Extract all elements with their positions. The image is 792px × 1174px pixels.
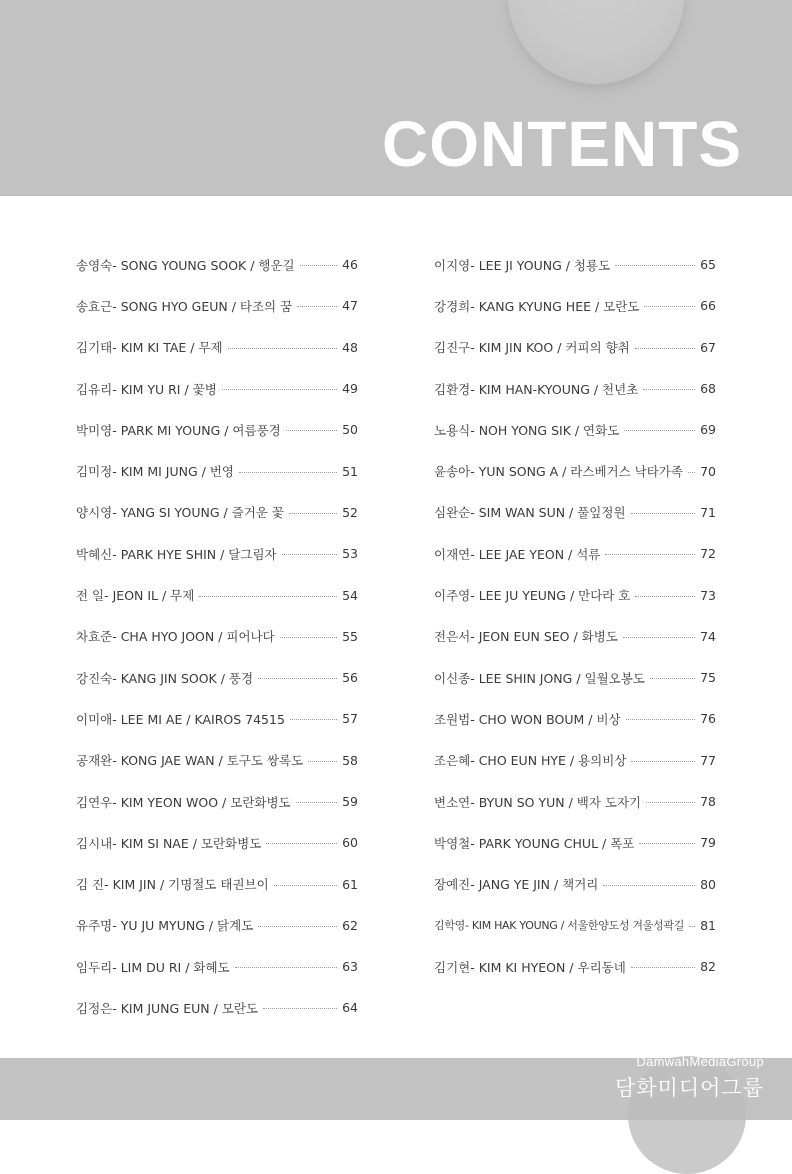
page-title: CONTENTS (382, 108, 742, 180)
page-number: 66 (700, 298, 716, 314)
dotted-leader (639, 843, 695, 844)
contents-entry[interactable] (434, 946, 716, 987)
dotted-leader (222, 389, 337, 390)
contents-entry[interactable] (76, 492, 358, 533)
dotted-leader (635, 348, 695, 349)
dotted-leader (643, 389, 695, 390)
page-number: 54 (342, 587, 358, 603)
dotted-leader (650, 678, 695, 679)
contents-entry[interactable] (76, 244, 358, 285)
dotted-leader (688, 472, 695, 473)
dotted-leader (282, 554, 337, 555)
contents-entry[interactable] (76, 698, 358, 739)
dotted-leader (286, 430, 337, 431)
page-number: 63 (342, 959, 358, 975)
entry-label: 박혜신- PARK HYE SHIN / 달그림자 (76, 546, 277, 562)
contents-entry[interactable] (76, 368, 358, 409)
contents-entry[interactable] (434, 492, 716, 533)
contents-column-left (76, 244, 358, 1029)
page-number: 59 (342, 794, 358, 809)
entry-label: 양시영- YANG SI YOUNG / 즐거운 꽃 (76, 505, 284, 521)
page-number: 78 (700, 794, 716, 809)
page-number: 47 (342, 298, 358, 314)
dotted-leader (258, 926, 337, 927)
entry-label: 전 일- JEON IL / 무제 (76, 588, 195, 604)
dotted-leader (626, 719, 695, 720)
entry-label: 장예진- JANG YE JIN / 책거리 (434, 877, 599, 893)
contents-entry[interactable] (434, 863, 716, 904)
dotted-leader (615, 265, 695, 266)
entry-label: 이지영- LEE JI YOUNG / 청룡도 (434, 257, 611, 273)
entry-label: 이재연- LEE JAE YEON / 석류 (434, 546, 601, 562)
entry-label: 강진숙- KANG JIN SOOK / 풍경 (76, 670, 254, 686)
contents-entry[interactable] (76, 616, 358, 657)
dotted-leader (289, 513, 337, 514)
entry-label: 노용식- NOH YONG SIK / 연화도 (434, 422, 620, 438)
page-number: 55 (342, 628, 358, 644)
dotted-leader (603, 885, 695, 886)
dotted-leader (258, 678, 337, 679)
contents-entry[interactable] (434, 574, 716, 615)
entry-label: 조원범- CHO WON BOUM / 비상 (434, 711, 621, 727)
entry-label: 김 진- KIM JIN / 기명절도 태권브이 (76, 877, 269, 893)
entry-label: 김기현- KIM KI HYEON / 우리동네 (434, 959, 626, 975)
publisher-name-korean: 담화미디어그룹 (614, 1076, 764, 1100)
contents-entry[interactable] (76, 574, 358, 615)
dotted-leader (635, 596, 695, 597)
page-number: 67 (700, 339, 716, 355)
page-number: 62 (342, 917, 358, 933)
dotted-leader (239, 472, 337, 473)
dotted-leader (280, 637, 337, 638)
header-banner (0, 0, 792, 196)
contents-entry[interactable] (76, 740, 358, 781)
contents-entry[interactable] (434, 657, 716, 698)
contents-entry[interactable] (76, 905, 358, 946)
entry-label: 김정은- KIM JUNG EUN / 모란도 (76, 1000, 258, 1016)
dotted-leader (605, 554, 695, 555)
contents-entry[interactable] (76, 450, 358, 491)
contents-entry[interactable] (434, 244, 716, 285)
page-number: 68 (700, 381, 716, 397)
entry-label: 이신종- LEE SHIN JONG / 일월오봉도 (434, 670, 645, 686)
page-number: 74 (700, 628, 716, 644)
contents-entry[interactable] (434, 616, 716, 657)
entry-label: 김환경- KIM HAN-KYOUNG / 천년초 (434, 381, 639, 397)
contents-column-right (434, 244, 716, 987)
contents-entry[interactable] (434, 905, 716, 946)
entry-label: 유주명- YU JU MYUNG / 닭계도 (76, 918, 254, 934)
contents-entry[interactable] (76, 781, 358, 822)
entry-label: 송효근- SONG HYO GEUN / 타조의 꿈 (76, 298, 293, 314)
contents-entry[interactable] (76, 822, 358, 863)
entry-label: 김유리- KIM YU RI / 꽃병 (76, 381, 217, 397)
dotted-leader (266, 843, 337, 844)
dotted-leader (689, 926, 695, 927)
contents-entry[interactable] (434, 822, 716, 863)
dotted-leader (631, 513, 695, 514)
entry-label: 송영숙- SONG YOUNG SOOK / 행운길 (76, 257, 295, 273)
entry-label: 김시내- KIM SI NAE / 모란화병도 (76, 835, 262, 851)
contents-entry[interactable] (434, 781, 716, 822)
page-number: 82 (700, 959, 716, 975)
decorative-circle (508, 0, 684, 84)
page-number: 79 (700, 835, 716, 851)
page-number: 72 (700, 546, 716, 562)
entry-label: 김학영- KIM HAK YOUNG / 서울한양도성 겨울성곽길 (434, 919, 685, 933)
page-number: 73 (700, 587, 716, 603)
page-number: 52 (342, 504, 358, 520)
entry-label: 공재완- KONG JAE WAN / 토구도 쌍록도 (76, 753, 304, 769)
dotted-leader (644, 306, 695, 307)
entry-label: 박영철- PARK YOUNG CHUL / 폭포 (434, 835, 635, 851)
entry-label: 전은서- JEON EUN SEO / 화병도 (434, 629, 618, 645)
contents-entry[interactable] (434, 368, 716, 409)
page-number: 64 (342, 1000, 358, 1016)
page-number: 70 (700, 463, 716, 479)
entry-label: 김기태- KIM KI TAE / 무제 (76, 340, 223, 356)
dotted-leader (631, 761, 695, 762)
dotted-leader (308, 761, 337, 762)
page-number: 61 (342, 876, 358, 892)
entry-label: 이미애- LEE MI AE / KAIROS 74515 (76, 711, 285, 727)
entry-label: 차효준- CHA HYO JOON / 피어나다 (76, 629, 275, 645)
dotted-leader (199, 596, 337, 597)
page-number: 81 (700, 917, 716, 933)
page-number: 60 (342, 835, 358, 851)
page-number: 53 (342, 546, 358, 562)
entry-label: 변소연- BYUN SO YUN / 백자 도자기 (434, 794, 642, 810)
contents-entry[interactable] (434, 698, 716, 739)
dotted-leader (300, 265, 337, 266)
contents-entry[interactable] (76, 409, 358, 450)
contents-entry[interactable] (434, 533, 716, 574)
page-number: 50 (342, 422, 358, 438)
dotted-leader (235, 967, 337, 968)
page-number: 48 (342, 339, 358, 355)
page-number: 46 (342, 257, 358, 273)
entry-label: 조은혜- CHO EUN HYE / 용의비상 (434, 753, 627, 769)
dotted-leader (228, 348, 337, 349)
dotted-leader (623, 637, 695, 638)
dotted-leader (296, 802, 337, 803)
contents-entry[interactable] (76, 533, 358, 574)
contents-entry[interactable] (76, 285, 358, 326)
entry-label: 김연우- KIM YEON WOO / 모란화병도 (76, 794, 291, 810)
contents-entry[interactable] (76, 327, 358, 368)
entry-label: 박미영- PARK MI YOUNG / 여름풍경 (76, 422, 281, 438)
entry-label: 이주영- LEE JU YEUNG / 만다라 호 (434, 588, 631, 604)
contents-entry[interactable] (76, 987, 358, 1028)
entry-label: 심완순- SIM WAN SUN / 풀잎정원 (434, 505, 626, 521)
contents-entry[interactable] (434, 450, 716, 491)
publisher-name-english: DamwahMediaGroup (636, 1054, 764, 1069)
page-number: 51 (342, 463, 358, 479)
entry-label: 김진구- KIM JIN KOO / 커피의 향취 (434, 340, 630, 356)
contents-entry[interactable] (434, 285, 716, 326)
page-number: 56 (342, 670, 358, 686)
contents-entry[interactable] (76, 946, 358, 987)
contents-entry[interactable] (434, 409, 716, 450)
dotted-leader (624, 430, 695, 431)
page-number: 58 (342, 752, 358, 768)
contents-entry[interactable] (76, 657, 358, 698)
page-number: 57 (342, 711, 358, 727)
page-number: 71 (700, 504, 716, 520)
page-number: 49 (342, 381, 358, 397)
dotted-leader (274, 885, 337, 886)
page-number: 69 (700, 422, 716, 438)
contents-entry[interactable] (434, 327, 716, 368)
entry-label: 임두리- LIM DU RI / 화혜도 (76, 959, 230, 975)
contents-entry[interactable] (76, 863, 358, 904)
page-number: 75 (700, 670, 716, 686)
dotted-leader (263, 1008, 337, 1009)
page-number: 76 (700, 711, 716, 727)
page-number: 80 (700, 876, 716, 892)
dotted-leader (646, 802, 695, 803)
entry-label: 김미정- KIM MI JUNG / 번영 (76, 464, 234, 480)
entry-label: 윤송아- YUN SONG A / 라스베거스 낙타가족 (434, 464, 683, 480)
dotted-leader (290, 719, 337, 720)
entry-label: 강경희- KANG KYUNG HEE / 모란도 (434, 298, 640, 314)
contents-entry[interactable] (434, 740, 716, 781)
page-number: 65 (700, 257, 716, 273)
dotted-leader (631, 967, 695, 968)
page-number: 77 (700, 752, 716, 768)
dotted-leader (297, 306, 337, 307)
